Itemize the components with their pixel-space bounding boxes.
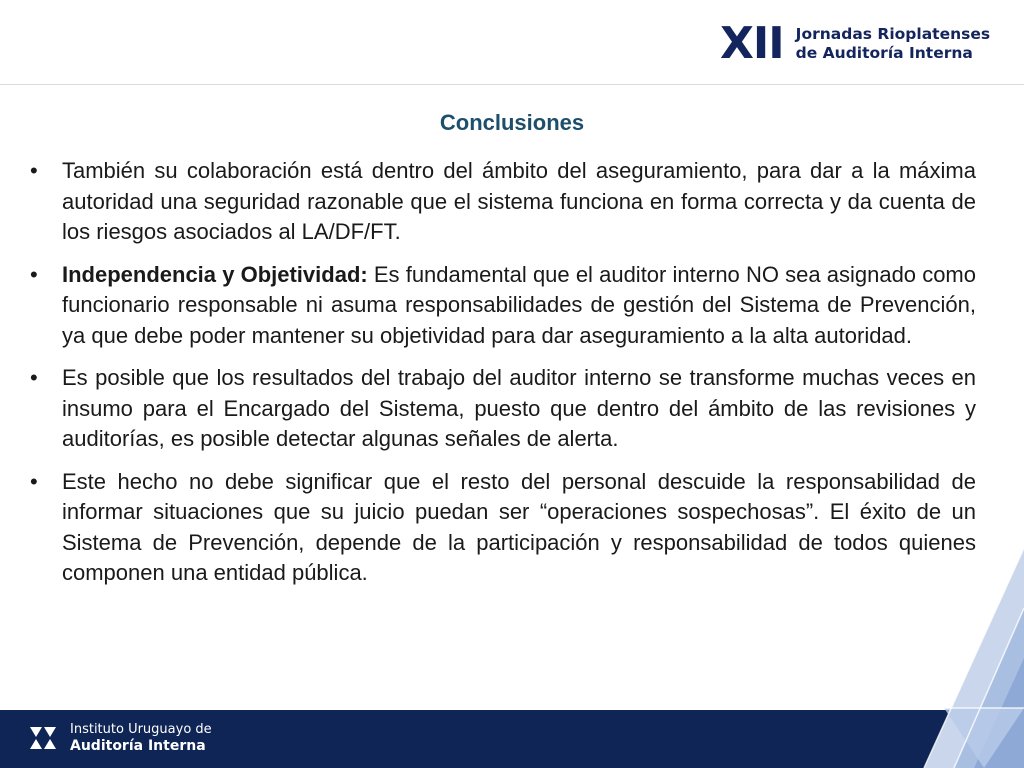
bullet-text: Este hecho no debe significar que el resto del personal descuide la responsabilidad de informar situaciones que su juicio puedan ser “operaciones sospechosas”. El éxito de un Sistema de Prevención, depende de la participación y responsabilidad de todos quienes componen una entidad pública. (62, 468, 976, 585)
institute-name-line-2: Auditoría Interna (70, 738, 206, 754)
bullet-item (30, 363, 976, 455)
logo-line-2: de Auditoría Interna (795, 44, 973, 62)
bullet-text: Es fundamental que el auditor interno NO sea asignado como funcionario responsable ni asuma responsabilidades de gestión del Sistema de Prevención, ya que debe poder mantener su objetividad para dar aseguramiento a la alta autoridad. (62, 261, 976, 348)
event-logo (720, 18, 991, 69)
institute-mark-icon (28, 723, 58, 753)
logo-roman-numeral: XII (720, 18, 784, 69)
logo-text (796, 25, 990, 63)
bullet-item (30, 156, 976, 248)
corner-decoration (824, 548, 1024, 768)
bullet-marker: • (30, 468, 38, 494)
bullet-marker: • (30, 365, 38, 390)
institute-name (70, 722, 212, 754)
slide-title: Conclusiones (439, 110, 585, 135)
institute-logo (28, 722, 212, 754)
institute-name-line-1: Instituto Uruguayo de (70, 722, 212, 737)
bullet-text: Es posible que los resultados del trabajo del auditor interno se transforme muchas veces en insumo para el Encargado del Sistema, puesto que dentro del ámbito de las revisiones y auditorías, es posible detectar algunas señales de alerta. (62, 365, 976, 451)
bullet-marker: • (30, 261, 38, 287)
bullet-lead: Independencia y Objetividad: (62, 261, 368, 287)
bullet-text: También su colaboración está dentro del ámbito del aseguramiento, para dar a la máxima autoridad una seguridad razonable que el sistema funciona en forma correcta y da cuenta de los riesgos asociados al LA/DF/FT. (62, 158, 976, 244)
bullet-marker: • (30, 158, 38, 183)
bullet-list (30, 156, 976, 601)
bullet-item (30, 260, 976, 352)
header-divider (0, 84, 1024, 85)
logo-line-1: Jornadas Rioplatenses (795, 25, 991, 43)
